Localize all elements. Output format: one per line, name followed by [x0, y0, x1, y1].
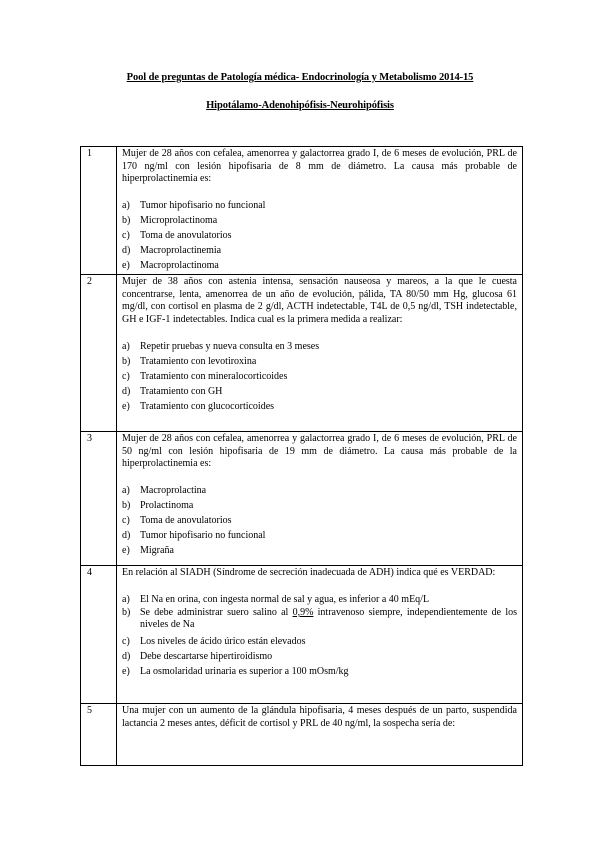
- option-letter: d): [122, 385, 131, 397]
- question-number: 2: [81, 275, 117, 432]
- option-text: Tratamiento con glucocorticoides: [140, 400, 275, 412]
- option-letter: e): [122, 400, 130, 412]
- question-body: [117, 275, 523, 432]
- question-body: [117, 704, 523, 766]
- option-letter: b): [122, 500, 131, 512]
- question-number: 5: [81, 704, 117, 766]
- options-list: [122, 483, 517, 558]
- option-item: [122, 198, 517, 213]
- option-letter: e): [122, 545, 130, 557]
- option-text: Toma de anovulatorios: [140, 230, 232, 242]
- option-item: [122, 483, 517, 498]
- option-item: [122, 649, 517, 664]
- options-list: [122, 592, 517, 679]
- option-letter: b): [122, 606, 131, 618]
- question-row: [81, 566, 523, 704]
- option-letter: a): [122, 340, 130, 352]
- options-list: [122, 339, 517, 414]
- option-text: Tumor hipofisario no funcional: [140, 200, 266, 212]
- option-item: [122, 592, 517, 607]
- option-item: [122, 213, 517, 228]
- option-text: Macroprolactina: [140, 485, 207, 497]
- option-item: [122, 543, 517, 558]
- option-item: [122, 634, 517, 649]
- option-text: Tratamiento con GH: [140, 385, 223, 397]
- option-letter: b): [122, 215, 131, 227]
- option-letter: a): [122, 200, 130, 212]
- question-row: [81, 704, 523, 766]
- option-text: Debe descartarse hipertiroidismo: [140, 651, 273, 663]
- option-item: [122, 498, 517, 513]
- option-text: Los niveles de ácido úrico están elevados: [140, 636, 306, 648]
- option-item: [122, 528, 517, 543]
- option-letter: a): [122, 485, 130, 497]
- option-item: [122, 399, 517, 414]
- question-stem: Una mujer con un aumento de la glándula hipofisaria, 4 meses después de un parto, suspendida lactancia 2 meses antes, déficit de cortisol y PRL de 40 ng/ml, la sospecha sería de:: [122, 705, 517, 729]
- question-number: 3: [81, 432, 117, 566]
- option-item: [122, 664, 517, 679]
- option-text: Toma de anovulatorios: [140, 515, 232, 527]
- option-letter: d): [122, 245, 131, 257]
- option-item: [122, 384, 517, 399]
- question-body: [117, 566, 523, 704]
- option-letter: d): [122, 530, 131, 542]
- option-text: Repetir pruebas y nueva consulta en 3 meses: [140, 340, 320, 352]
- option-text: El Na en orina, con ingesta normal de sal y agua, es inferior a 40 mEq/L: [140, 593, 430, 605]
- option-letter: c): [122, 636, 130, 648]
- question-row: [81, 147, 523, 275]
- option-text: Tumor hipofisario no funcional: [140, 530, 266, 542]
- question-stem: Mujer de 28 años con cefalea, amenorrea y galactorrea grado I, de 6 meses de evolución, PRL de 50 ng/ml con lesión hipofisaria de 19 mm de diámetro. La causa más probable de la hiperprolactinemia es:: [122, 433, 517, 470]
- option-item: [122, 607, 517, 632]
- question-body: [117, 147, 523, 275]
- option-letter: e): [122, 666, 130, 678]
- option-text: Se debe administrar suero salino al 0,9% intravenoso siempre, independientemente de los niveles de Na: [140, 606, 517, 631]
- question-row: [81, 275, 523, 432]
- question-stem: Mujer de 38 años con astenia intensa, sensación nauseosa y mareos, a la que le cuesta concentrarse, lenta, amenorrea de un año de evolución, pálida, TA 80/50 mm Hg, glucosa 61 mg/dl, con cortisol en plasma de 2 g/dl, ACTH indetectable, T4L de 0,5 ng/dl, TSH indetectable, GH e IGF-1 indetectables. Indica cual es la primera medida a realizar:: [122, 276, 517, 326]
- option-item: [122, 258, 517, 273]
- questions-table: [80, 146, 523, 766]
- document-subtitle: Hipotálamo-Adenohipófisis-Neurohipófisis: [206, 100, 394, 111]
- option-letter: b): [122, 355, 131, 367]
- question-row: [81, 432, 523, 566]
- option-item: [122, 339, 517, 354]
- underlined-value: 0,9%: [292, 606, 314, 618]
- options-list: [122, 198, 517, 273]
- option-text: Tratamiento con mineralocorticoides: [140, 370, 288, 382]
- option-item: [122, 354, 517, 369]
- option-letter: c): [122, 515, 130, 527]
- option-item: [122, 369, 517, 384]
- option-text: Macroprolactinemia: [140, 245, 222, 257]
- option-letter: e): [122, 260, 130, 272]
- option-text: Migraña: [140, 545, 174, 557]
- document-title: Pool de preguntas de Patología médica- Endocrinología y Metabolismo 2014-15: [126, 72, 474, 83]
- option-item: [122, 228, 517, 243]
- question-number: 4: [81, 566, 117, 704]
- option-letter: c): [122, 370, 130, 382]
- option-text: Microprolactinoma: [140, 215, 218, 227]
- option-text: Prolactinoma: [140, 500, 194, 512]
- question-body: [117, 432, 523, 566]
- option-letter: c): [122, 230, 130, 242]
- option-text: Tratamiento con levotiroxina: [140, 355, 257, 367]
- option-item: [122, 243, 517, 258]
- question-stem: En relación al SIADH (Síndrome de secreción inadecuada de ADH) indica qué es VERDAD:: [122, 567, 496, 578]
- option-item: [122, 513, 517, 528]
- option-text: La osmolaridad urinaria es superior a 100 mOsm/kg: [140, 666, 349, 678]
- option-letter: a): [122, 593, 130, 605]
- question-stem: Mujer de 28 años con cefalea, amenorrea y galactorrea grado I, de 6 meses de evolución, PRL de 170 ng/ml con lesión hipofisaria de 8 mm de diámetro. La causa más probable de hiperprolactinemia es:: [122, 148, 517, 185]
- question-number: 1: [81, 147, 117, 275]
- option-letter: d): [122, 651, 131, 663]
- option-text: Macroprolactinoma: [140, 260, 219, 272]
